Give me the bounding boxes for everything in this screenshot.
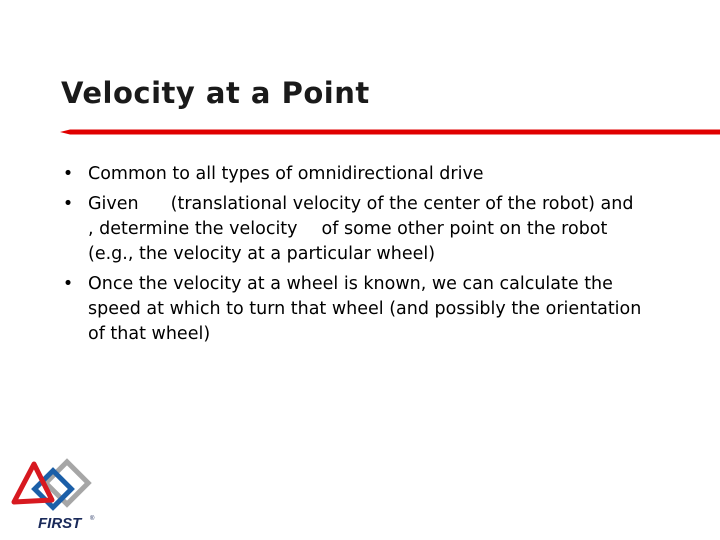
logo-wordmark: FIRST — [38, 515, 82, 532]
first-logo — [8, 456, 100, 534]
bullet-list — [58, 162, 658, 352]
bullet-dot: • — [62, 194, 74, 214]
divider-line — [60, 130, 720, 135]
bullet-text-determine: , determine the velocity — [88, 219, 298, 239]
bullet-item-wheel-speed — [58, 272, 658, 347]
bullet-item-omni — [58, 162, 658, 187]
bullet-text-given: Given — [88, 194, 139, 214]
bullet-dot: • — [62, 274, 74, 294]
bullet-text-other-point: of some other point on the robot (e.g., the velocity at a particular wheel) — [88, 219, 608, 264]
bullet-text-translational: (translational velocity of the center of the robot) and — [170, 194, 634, 214]
title-divider — [60, 128, 720, 136]
slide-title: Velocity at a Point — [61, 76, 370, 110]
bullet-text: Once the velocity at a wheel is known, we can calculate the speed at which to turn that wheel (and possibly the orientation of that wheel) — [88, 274, 642, 344]
logo-registered-mark: ® — [90, 516, 95, 522]
bullet-text: Common to all types of omnidirectional drive — [88, 164, 484, 184]
bullet-item-given — [58, 192, 658, 267]
bullet-dot: • — [62, 164, 74, 184]
